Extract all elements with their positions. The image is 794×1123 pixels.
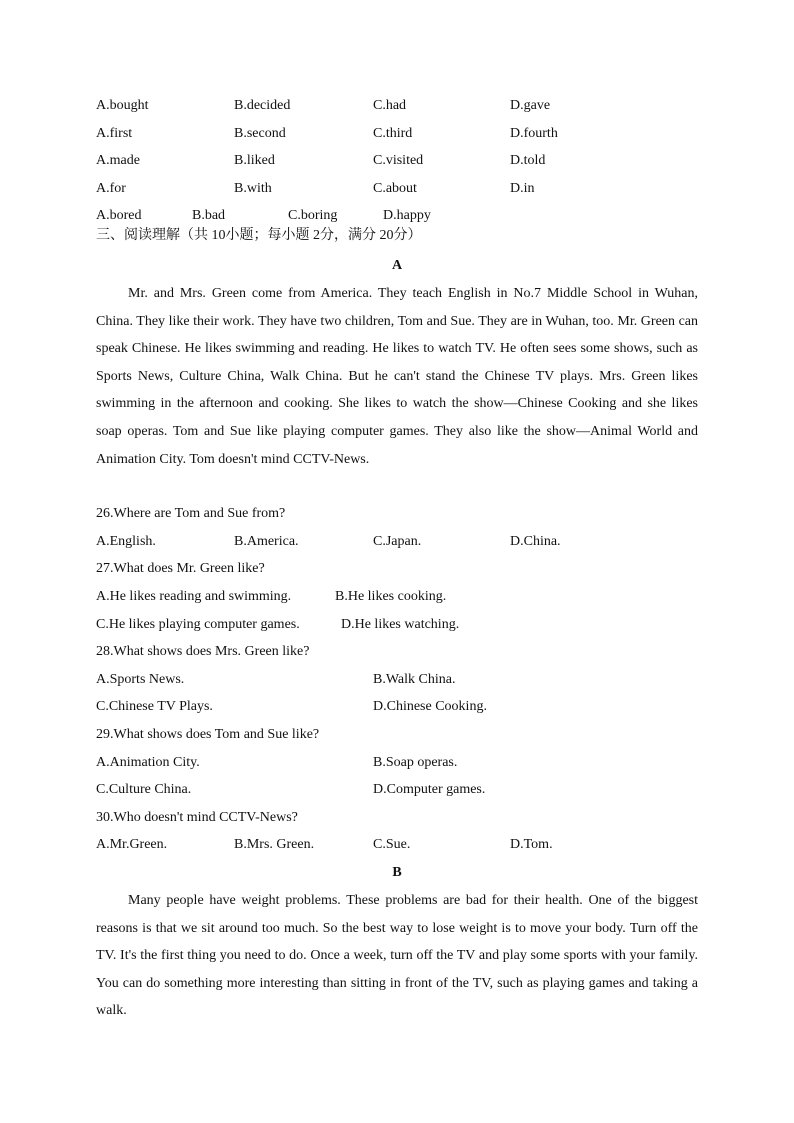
option-a: A.bored (96, 208, 142, 223)
option-row-21 (0, 97, 794, 117)
option-a: A.Mr.Green. (96, 837, 168, 852)
option-d: D.happy (383, 208, 431, 223)
option-d: D.He likes watching. (341, 617, 460, 632)
option-b: B.decided (234, 98, 291, 113)
question-26-stem: 26.Where are Tom and Sue from? (96, 506, 286, 521)
passage-a-label: A (391, 258, 403, 273)
question-29-options-1 (0, 754, 794, 774)
question-27-options-2 (0, 616, 794, 636)
option-c: C.had (373, 98, 407, 113)
option-row-23 (0, 152, 794, 172)
question-29-stem: 29.What shows does Tom and Sue like? (96, 727, 320, 742)
option-b: B.Mrs. Green. (234, 837, 315, 852)
option-d: D.in (510, 181, 535, 196)
option-c: C.Sue. (373, 837, 411, 852)
question-28-stem: 28.What shows does Mrs. Green like? (96, 644, 310, 659)
question-27-stem: 27.What does Mr. Green like? (96, 561, 265, 576)
option-b: B.with (234, 181, 272, 196)
option-c: C.He likes playing computer games. (96, 617, 300, 632)
option-d: D.Tom. (510, 837, 553, 852)
option-a: A.made (96, 153, 140, 168)
question-26-options (0, 533, 794, 553)
option-a: A.He likes reading and swimming. (96, 589, 292, 604)
option-a: A.Sports News. (96, 672, 185, 687)
question-30-stem: 30.Who doesn't mind CCTV-News? (96, 810, 298, 825)
option-b: B.He likes cooking. (335, 589, 447, 604)
option-d: D.gave (510, 98, 551, 113)
option-row-24 (0, 180, 794, 200)
option-c: C.third (373, 126, 413, 141)
option-d: D.Computer games. (373, 782, 486, 797)
option-c: C.Culture China. (96, 782, 192, 797)
option-b: B.second (234, 126, 286, 141)
question-28-options-1 (0, 671, 794, 691)
option-a: A.first (96, 126, 133, 141)
passage-b-label: B (392, 865, 402, 880)
passage-b-text: Many people have weight problems. These problems are bad for their health. One of the biggest reasons is that we sit around too much. So the best way to lose weight is to move your body. Turn off the TV. It's the first thing you need to do. Once a week, turn off the TV and play some sports with your family. You can do something more interesting than sitting in front of the TV, such as playing games and taking a walk. (96, 893, 698, 1019)
option-b: B.America. (234, 534, 299, 549)
option-b: B.bad (192, 208, 226, 223)
option-a: A.Animation City. (96, 755, 200, 770)
option-a: A.for (96, 181, 126, 196)
question-27-options-1 (0, 588, 794, 608)
passage-a-text: Mr. and Mrs. Green come from America. They teach English in No.7 Middle School in Wuhan, China. They like their work. They have two children, Tom and Sue. They are in Wuhan, too. Mr. Green can speak Chinese. He likes swimming and reading. He likes to watch TV. He often sees some shows, such as Sports News, Culture China, Walk China. But he can't stand the Chinese TV plays. Mrs. Green likes swimming in the afternoon and cooking. She likes to watch the show—Chinese Cooking and she likes soap operas. Tom and Sue like playing computer games. They also like the show—Animal World and Animation City. Tom doesn't mind CCTV-News. (96, 286, 698, 467)
option-c: C.Chinese TV Plays. (96, 699, 213, 714)
option-d: D.China. (510, 534, 561, 549)
option-b: B.liked (234, 153, 275, 168)
option-d: D.Chinese Cooking. (373, 699, 487, 714)
option-c: C.boring (288, 208, 338, 223)
option-d: D.told (510, 153, 546, 168)
option-a: A.English. (96, 534, 156, 549)
question-28-options-2 (0, 698, 794, 718)
question-29-options-2 (0, 781, 794, 801)
section-title: 三、阅读理解（共 10小题；每小题 2分，满分 20分） (96, 228, 422, 243)
option-b: B.Walk China. (373, 672, 456, 687)
option-c: C.visited (373, 153, 424, 168)
option-c: C.about (373, 181, 417, 196)
option-c: C.Japan. (373, 534, 422, 549)
option-row-22 (0, 125, 794, 145)
question-30-options (0, 836, 794, 856)
option-d: D.fourth (510, 126, 558, 141)
option-row-25 (0, 207, 794, 227)
option-b: B.Soap operas. (373, 755, 458, 770)
option-a: A.bought (96, 98, 149, 113)
